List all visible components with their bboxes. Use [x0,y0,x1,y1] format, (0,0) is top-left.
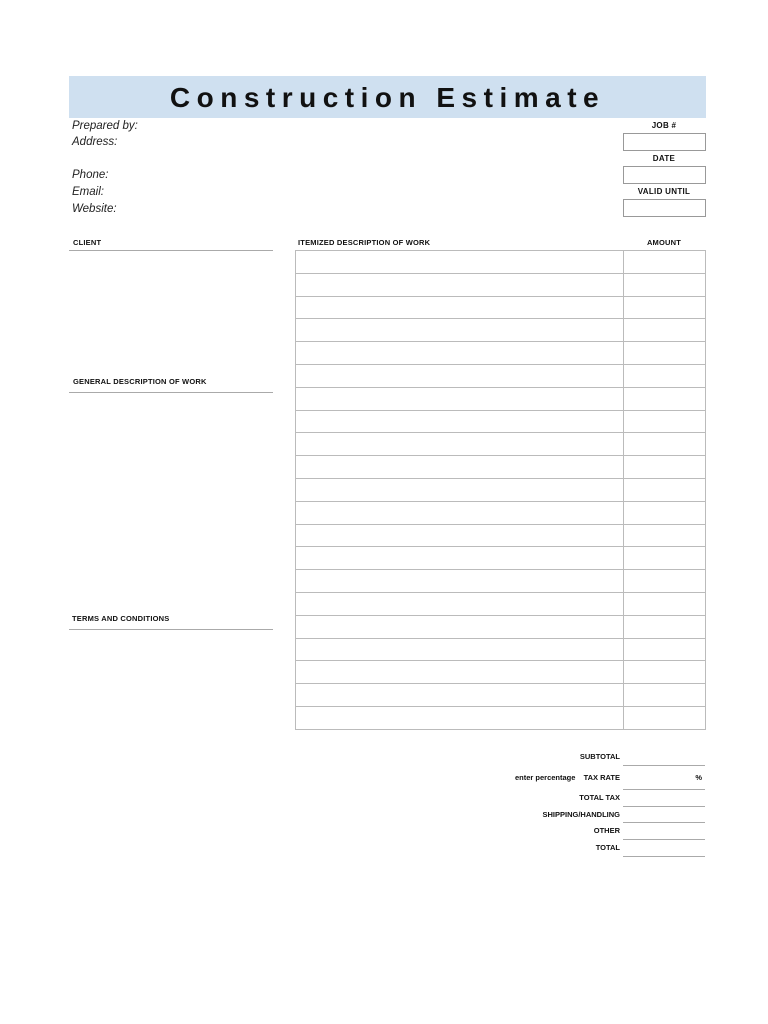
shipping-value[interactable] [623,808,705,822]
prepared-by-label: Prepared by: [72,120,138,132]
other-line [623,839,705,840]
tax-rate-row [420,773,620,782]
job-number-label: JOB # [651,121,677,130]
page-title: Construction Estimate [169,82,606,113]
item-amount-cell[interactable] [624,478,706,501]
item-row [296,478,706,501]
item-amount-cell[interactable] [624,684,706,707]
item-amount-cell[interactable] [624,251,706,274]
item-row [296,296,706,319]
item-description-cell[interactable] [296,615,624,638]
date-label: DATE [652,154,676,163]
item-amount-cell[interactable] [624,524,706,547]
item-row [296,273,706,296]
subtotal-value[interactable] [623,750,705,765]
item-description-cell[interactable] [296,433,624,456]
item-amount-cell[interactable] [624,570,706,593]
item-description-cell[interactable] [296,273,624,296]
email-label: Email: [72,186,104,198]
other-value[interactable] [623,824,705,839]
terms-heading: TERMS AND CONDITIONS [72,614,170,623]
amount-heading: AMOUNT [646,238,682,247]
item-row [296,433,706,456]
item-description-cell[interactable] [296,661,624,684]
item-description-cell[interactable] [296,456,624,479]
website-label: Website: [72,203,117,215]
item-description-cell[interactable] [296,638,624,661]
item-amount-cell[interactable] [624,364,706,387]
subtotal-label: SUBTOTAL [579,752,620,761]
total-tax-value[interactable] [623,791,705,806]
shipping-label: SHIPPING/HANDLING [542,810,620,819]
item-row [296,592,706,615]
item-description-cell[interactable] [296,410,624,433]
item-description-cell[interactable] [296,296,624,319]
date-field[interactable] [623,166,706,184]
item-description-cell[interactable] [296,592,624,615]
address-label: Address: [72,136,118,148]
item-amount-cell[interactable] [624,387,706,410]
item-amount-cell[interactable] [624,661,706,684]
client-area[interactable] [69,251,273,376]
itemized-description-heading: ITEMIZED DESCRIPTION OF WORK [298,238,431,247]
item-amount-cell[interactable] [624,319,706,342]
item-row [296,615,706,638]
item-description-cell[interactable] [296,478,624,501]
job-number-field[interactable] [623,133,706,151]
total-line [623,856,705,857]
item-description-cell[interactable] [296,684,624,707]
valid-until-field[interactable] [623,199,706,217]
item-amount-cell[interactable] [624,273,706,296]
item-description-cell[interactable] [296,364,624,387]
item-description-cell[interactable] [296,524,624,547]
percent-sign: % [695,773,702,782]
general-description-heading: GENERAL DESCRIPTION OF WORK [73,377,207,386]
general-description-area[interactable] [69,393,273,611]
item-amount-cell[interactable] [624,433,706,456]
item-description-cell[interactable] [296,706,624,729]
item-row [296,319,706,342]
item-description-cell[interactable] [296,387,624,410]
shipping-line [623,822,705,823]
itemized-table-body [296,251,706,730]
tax-rate-hint: enter percentage [514,773,576,782]
total-tax-label: TOTAL TAX [579,793,620,802]
item-row [296,524,706,547]
item-row [296,501,706,524]
item-description-cell[interactable] [296,570,624,593]
item-description-cell[interactable] [296,251,624,274]
item-description-cell[interactable] [296,342,624,365]
item-row [296,387,706,410]
other-label: OTHER [593,826,620,835]
total-value[interactable] [623,841,705,856]
item-amount-cell[interactable] [624,615,706,638]
item-row [296,364,706,387]
item-amount-cell[interactable] [624,296,706,319]
tax-rate-field[interactable] [623,770,705,786]
item-amount-cell[interactable] [624,501,706,524]
item-amount-cell[interactable] [624,592,706,615]
item-description-cell[interactable] [296,319,624,342]
item-row [296,547,706,570]
item-row [296,410,706,433]
item-amount-cell[interactable] [624,547,706,570]
item-row [296,684,706,707]
item-amount-cell[interactable] [624,638,706,661]
client-heading: CLIENT [73,238,102,247]
valid-until-label: VALID UNTIL [637,187,691,196]
item-row [296,706,706,729]
subtotal-line [623,765,705,766]
terms-area[interactable] [69,630,273,750]
item-description-cell[interactable] [296,547,624,570]
itemized-table [295,250,706,730]
item-description-cell[interactable] [296,501,624,524]
item-amount-cell[interactable] [624,456,706,479]
item-amount-cell[interactable] [624,342,706,365]
phone-label: Phone: [72,169,109,181]
total-tax-line [623,806,705,807]
tax-rate-line [623,789,705,790]
item-row [296,342,706,365]
item-row [296,661,706,684]
item-row [296,456,706,479]
item-row [296,570,706,593]
item-row [296,638,706,661]
item-amount-cell[interactable] [624,706,706,729]
item-row [296,251,706,274]
total-label: TOTAL [595,843,620,852]
tax-rate-label: TAX RATE [583,773,620,782]
item-amount-cell[interactable] [624,410,706,433]
